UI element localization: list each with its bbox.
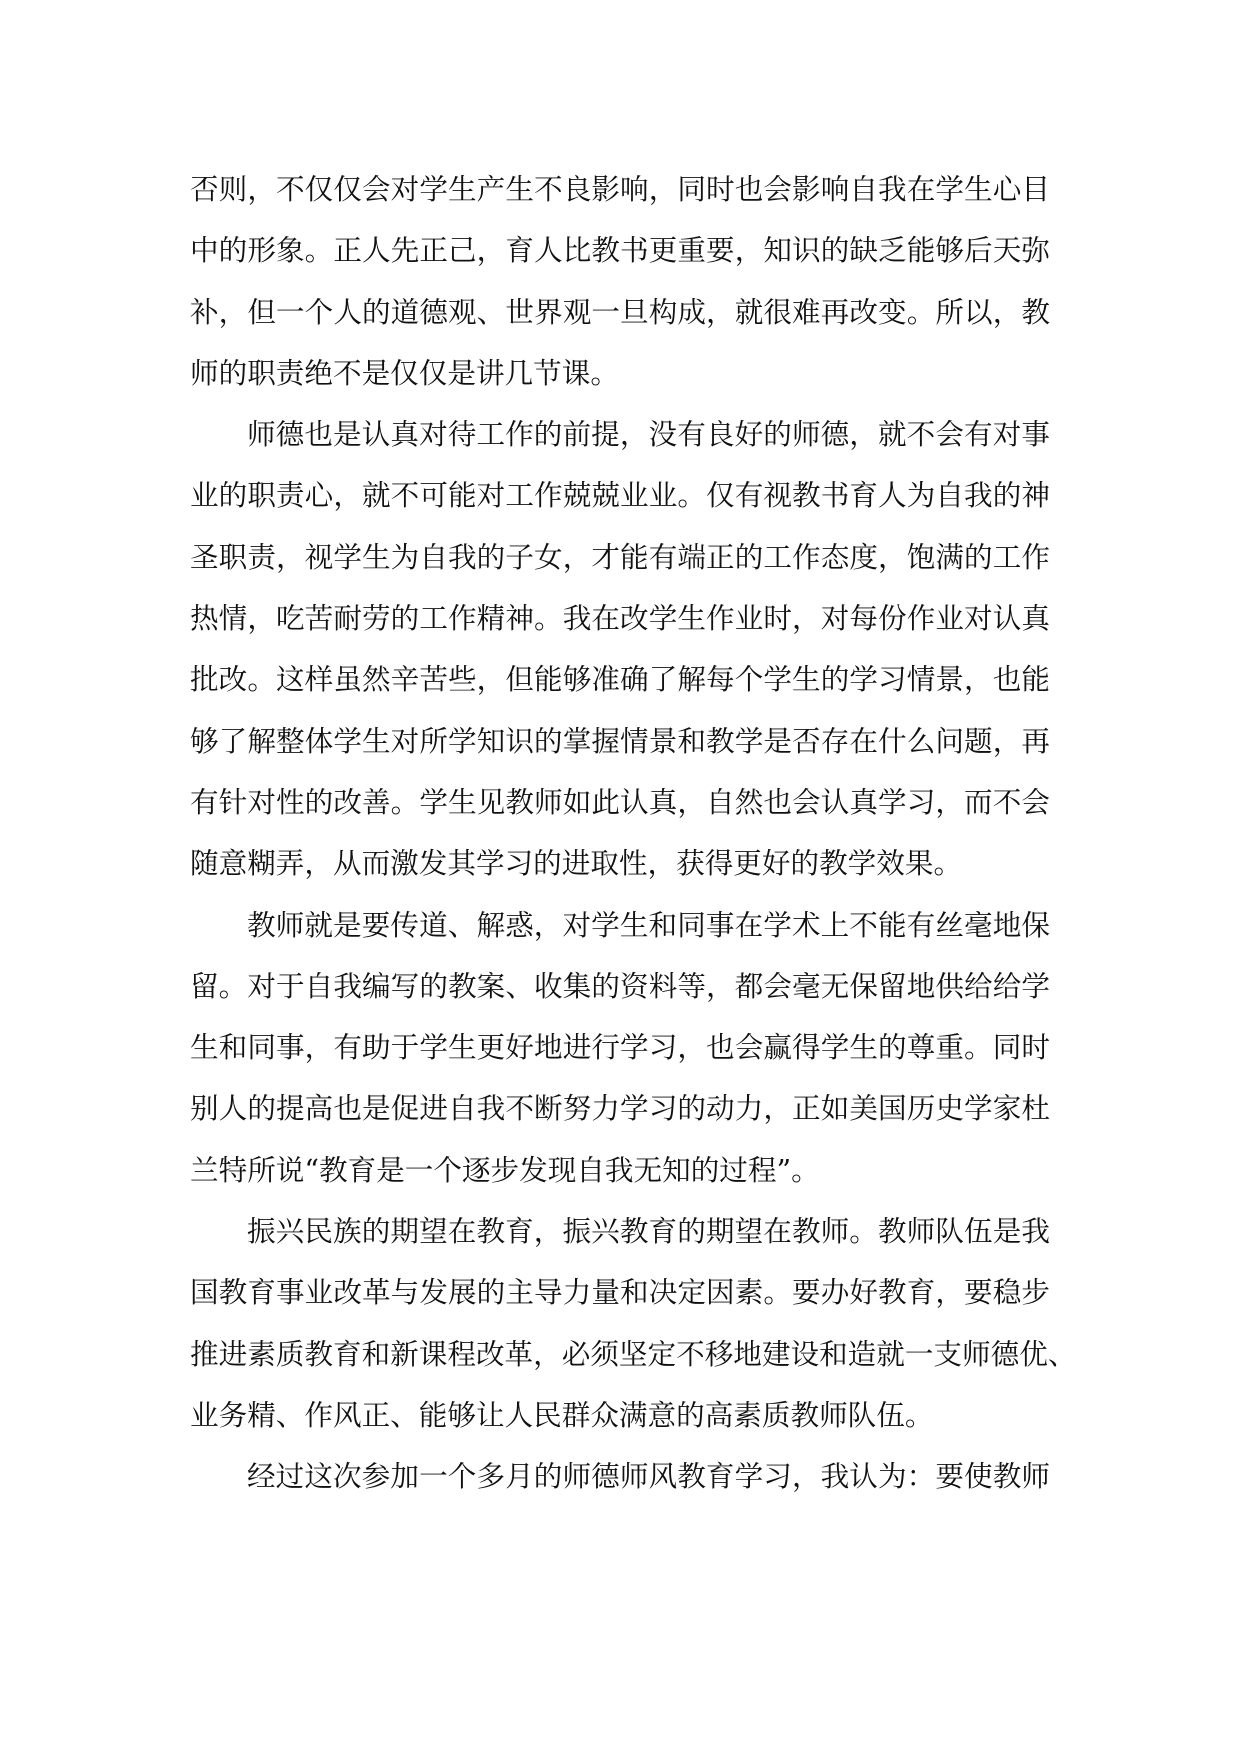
text-line: 热情，吃苦耐劳的工作精神。我在改学生作业时，对每份作业对认真 bbox=[190, 601, 1050, 636]
text-line: 补，但一个人的道德观、世界观一旦构成，就很难再改变。所以，教 bbox=[190, 294, 1050, 329]
paragraph-first-line: 经过这次参加一个多月的师德师风教育学习，我认为：要使教师 bbox=[247, 1459, 1050, 1494]
text-line: 业务精、作风正、能够让人民群众满意的高素质教师队伍。 bbox=[190, 1397, 934, 1432]
text-line: 国教育事业改革与发展的主导力量和决定因素。要办好教育，要稳步 bbox=[190, 1275, 1050, 1310]
text-line: 中的形象。正人先正己，育人比教书更重要，知识的缺乏能够后天弥 bbox=[190, 233, 1050, 268]
text-line: 随意糊弄，从而激发其学习的进取性，获得更好的教学效果。 bbox=[190, 846, 963, 881]
text-line: 兰特所说“教育是一个逐步发现自我无知的过程”。 bbox=[190, 1152, 820, 1187]
paragraph-first-line: 师德也是认真对待工作的前提，没有良好的师德，就不会有对事 bbox=[247, 417, 1050, 452]
paragraph-first-line: 振兴民族的期望在教育，振兴教育的期望在教师。教师队伍是我 bbox=[247, 1214, 1050, 1249]
text-line: 圣职责，视学生为自我的子女，才能有端正的工作态度，饱满的工作 bbox=[190, 539, 1050, 574]
text-line: 否则，不仅仅会对学生产生不良影响，同时也会影响自我在学生心目 bbox=[190, 172, 1050, 206]
text-line: 别人的提高也是促进自我不断努力学习的动力，正如美国历史学家杜 bbox=[190, 1091, 1050, 1126]
text-line: 业的职责心，就不可能对工作兢兢业业。仅有视教书育人为自我的神 bbox=[190, 478, 1050, 513]
body-text bbox=[190, 159, 1077, 1508]
text-line: 师的职责绝不是仅仅是讲几节课。 bbox=[190, 355, 619, 390]
text-line: 生和同事，有助于学生更好地进行学习，也会赢得学生的尊重。同时 bbox=[190, 1030, 1050, 1065]
paragraph-first-line: 教师就是要传道、解惑，对学生和同事在学术上不能有丝毫地保 bbox=[247, 907, 1050, 942]
text-line: 够了解整体学生对所学知识的掌握情景和教学是否存在什么问题，再 bbox=[190, 723, 1050, 758]
text-line: 有针对性的改善。学生见教师如此认真，自然也会认真学习，而不会 bbox=[190, 784, 1050, 819]
text-line: 批改。这样虽然辛苦些，但能够准确了解每个学生的学习情景，也能 bbox=[190, 662, 1050, 697]
text-line: 推进素质教育和新课程改革，必须坚定不移地建设和造就一支师德优、 bbox=[190, 1336, 1077, 1371]
text-line: 留。对于自我编写的教案、收集的资料等，都会毫无保留地供给给学 bbox=[190, 968, 1050, 1003]
